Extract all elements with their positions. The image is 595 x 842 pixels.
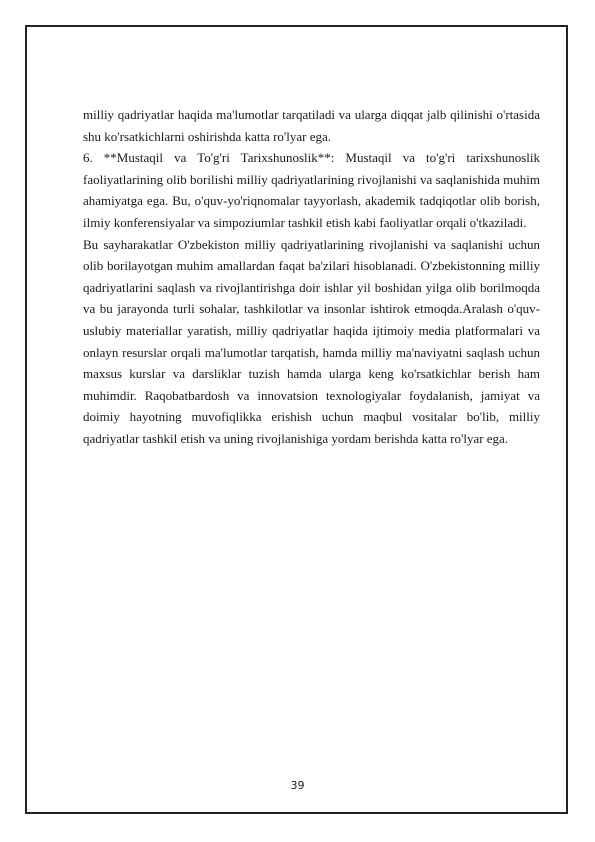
paragraph-1: milliy qadriyatlar haqida ma'lumotlar tarqatiladi va ularga diqqat jalb qilinishi o'rtasida shu ko'rsatkichlarni oshirishda katta ro'lyar ega. — [83, 107, 540, 144]
paragraph-3: Bu sayharakatlar O'zbekiston milliy qadriyatlarining rivojlanishi va saqlanishi uchun olib borilayotgan muhim amallardan faqat ba'zilari hisoblanadi. O'zbekistonning milliy qadriyatlarini saqlash va rivojlantirishga doir ishlar yil boshidan yilga olib borilmoqda va bu jarayonda turli sohalar, tashkilotlar va insonlar ishtirok etmoqda.Aralash o'quv-uslubiy materiallar yaratish, milliy qadriyatlar haqida ijtimoiy media platformalari va onlayn resurslar orqali ma'lumotlar tarqatish, hamda milliy ma'naviyatni saqlash uchun maxsus kurslar va darsliklar tuzish hamda ularga keng ko'rsatkichlar berish ham muhimdir. Raqobatbardosh va innovatsion texnologiyalar foydalanish, jamiyat va doimiy hayotning muvofiqlikka erishish uchun maqbul vositalar bo'lib, milliy qadriyatlar tashkil etish va uning rivojlanishiga yordam berishda katta ro'lyar ega. — [83, 236, 540, 446]
document-body — [83, 104, 540, 450]
paragraph-2: 6. **Mustaqil va To'g'ri Tarixshunoslik**: Mustaqil va to'g'ri tarixshunoslik faoliyatlarining olib borilishi milliy qadriyatlarining rivojlanishi va saqlanishida muhim ahamiyatga ega. Bu, o'quv-yo'riqnomalar tayyorlash, akademik tadqiqotlar olib borish, ilmiy konferensiyalar va simpoziumlar tashkil etish kabi faoliyatlar orqali o'tkaziladi. — [83, 150, 540, 230]
page-number: 39 — [290, 779, 305, 792]
